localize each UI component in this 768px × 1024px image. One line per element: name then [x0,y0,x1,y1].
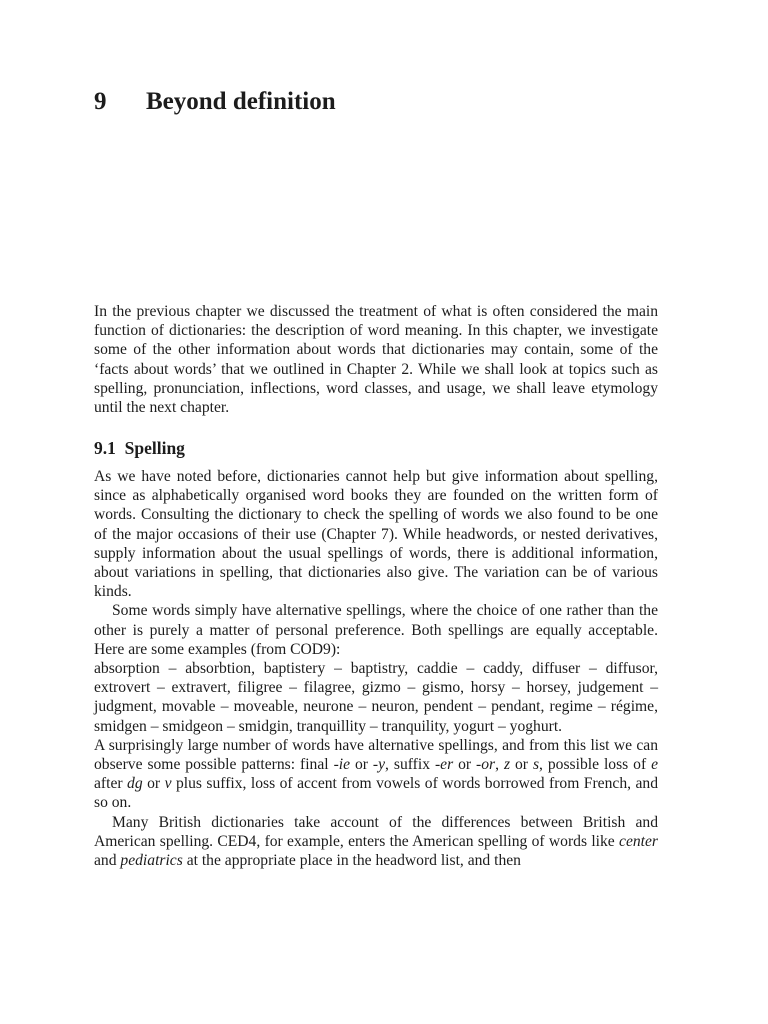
text-run: , suffix [385,756,435,774]
section-body [94,467,658,870]
section-title: Spelling [124,438,185,458]
section-number: 9.1 [94,438,116,458]
italic-term: center [619,832,658,850]
intro-paragraph: In the previous chapter we discussed the treatment of what is often considered the main function of dictionaries: the description of word meaning. In this chapter, we investigate some of the other information about words that dictionaries may contain, some of the ‘facts about words’ that we outlined in Chapter 2. While we shall look at topics such as spelling, pronunciation, inflections, word classes, and usage, we shall leave etymology until the next chapter. [94,303,658,417]
paragraph-4 [94,813,658,871]
italic-term: pediatrics [120,852,183,870]
italic-term: dg [127,775,143,793]
text-run: or [350,756,373,774]
italic-term: v [164,775,172,793]
paragraph-3 [94,736,658,813]
italic-term: -er [434,756,454,774]
text-run: plus suffix, loss of accent from vowels of words borrowed from French, and so on. [94,775,658,812]
italic-term: -y [372,756,386,774]
italic-term: s [532,756,540,774]
text-run: A surprisingly large number of words have alternative spellings, and from this list we can observe some possible patterns: final [94,736,658,774]
italic-term: z [503,756,511,774]
paragraph-2: Some words simply have alternative spellings, where the choice of one rather than the other is purely a matter of personal preference. Both spellings are equally acceptable. Here are some examples (from COD9): [94,602,658,658]
italic-term: -or [476,756,496,774]
chapter-heading [94,86,658,118]
chapter-number: 9 [94,88,107,115]
chapter-title: Beyond definition [146,88,336,115]
italic-term: -ie [333,756,351,774]
text-run: , [495,756,504,774]
section-heading [94,437,658,459]
italic-term: e [651,756,659,774]
text-run: or [142,775,165,793]
example-list: absorption – absorbtion, baptistery – baptistry, caddie – caddy, diffuser – diffusor, extrovert – extravert, filigree – filagree, gizmo – gismo, horsy – horsey, judgement – judgment, movable – moveable, neurone – neuron, pendent – pendant, regime – régime, smidgen – smidgeon – smidgin, tranquillity – tranquility, yogurt – yoghurt. [94,660,658,735]
text-run: , possible loss of [539,756,652,774]
text-run: or [453,756,477,774]
text-run: Many British dictionaries take account of the differences between British and American spelling. CED4, for example, enters the American spelling of words like [94,813,658,850]
paragraph-1: As we have noted before, dictionaries cannot help but give information about spelling, since as alphabetically organised word books they are founded on the written form of words. Consulting the dictionary to check the spelling of words we also found to be one of the major occasions of their use (Chapter 7). While headwords, or nested derivatives, supply information about the usual spellings of words, there is additional information, about variations in spelling, that dictionaries also give. The variation can be of various kinds. [94,468,658,601]
text-run: or [510,756,533,774]
text-run: after [94,775,128,793]
text-run: at the appropriate place in the headword list, and then [182,852,521,870]
text-run: and [94,852,121,870]
